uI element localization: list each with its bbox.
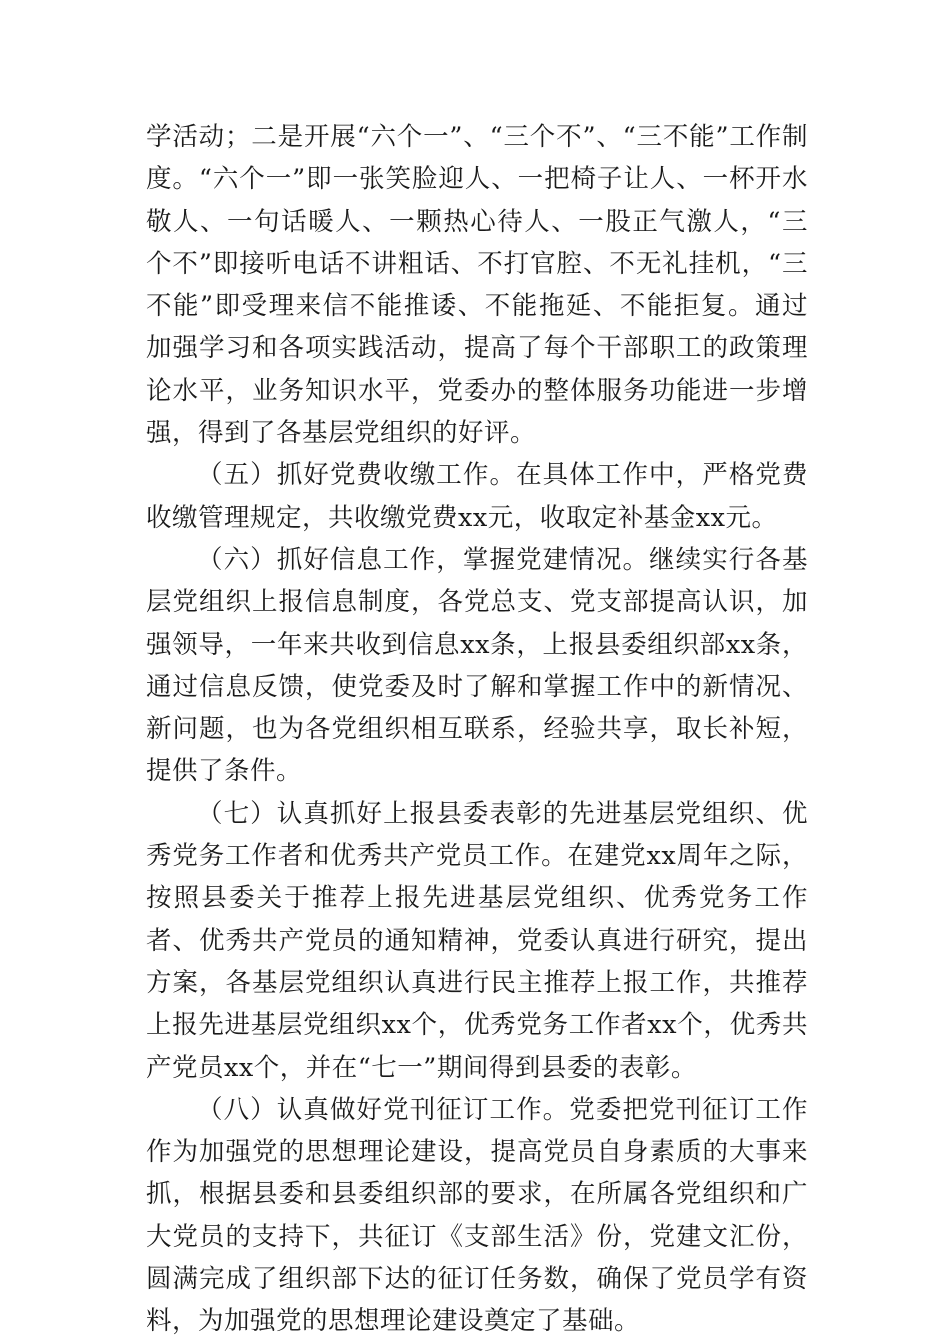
paragraph-section-6: （六）抓好信息工作，掌握党建情况。继续实行各基层党组织上报信息制度，各党总支、党支部提高认识，加强领导，一年来共收到信息xx条，上报县委组织部xx条，通过信息反馈，使党委及时了解和掌握工作中的新情况、新问题，也为各党组织相互联系，经验共享，取长补短，提供了条件。 [146, 544, 808, 787]
paragraph-section-7: （七）认真抓好上报县委表彰的先进基层党组织、优秀党务工作者和优秀共产党员工作。在建党xx周年之际，按照县委关于推荐上报先进基层党组织、优秀党务工作者、优秀共产党员的通知精神，党委认真进行研究，提出方案，各基层党组织认真进行民主推荐上报工作，共推荐上报先进基层党组织xx个，优秀党务工作者xx个，优秀共产党员xx个，并在“七一”期间得到县委的表彰。 [146, 798, 808, 1083]
paragraph-continued: 学活动；二是开展“六个一”、“三个不”、“三不能”工作制度。“六个一”即一张笑脸迎人、一把椅子让人、一杯开水敬人、一句话暖人、一颗热心待人、一股正气激人，“三个不”即接听电话不讲粗话、不打官腔、不无礼挂机，“三不能”即受理来信不能推诿、不能拖延、不能拒复。通过加强学习和各项实践活动，提高了每个干部职工的政策理论水平，业务知识水平，党委办的整体服务功能进一步增强，得到了各基层党组织的好评。 [146, 122, 808, 449]
document-body [146, 116, 808, 1343]
paragraph-section-5: （五）抓好党费收缴工作。在具体工作中，严格党费收缴管理规定，共收缴党费xx元，收取定补基金xx元。 [146, 460, 808, 533]
paragraph-section-8: （八）认真做好党刊征订工作。党委把党刊征订工作作为加强党的思想理论建设，提高党员自身素质的大事来抓，根据县委和县委组织部的要求，在所属各党组织和广大党员的支持下，共征订《支部生活》份，党建文汇份，圆满完成了组织部下达的征订任务数，确保了党员学有资料，为加强党的思想理论建设奠定了基础。 [146, 1094, 808, 1337]
